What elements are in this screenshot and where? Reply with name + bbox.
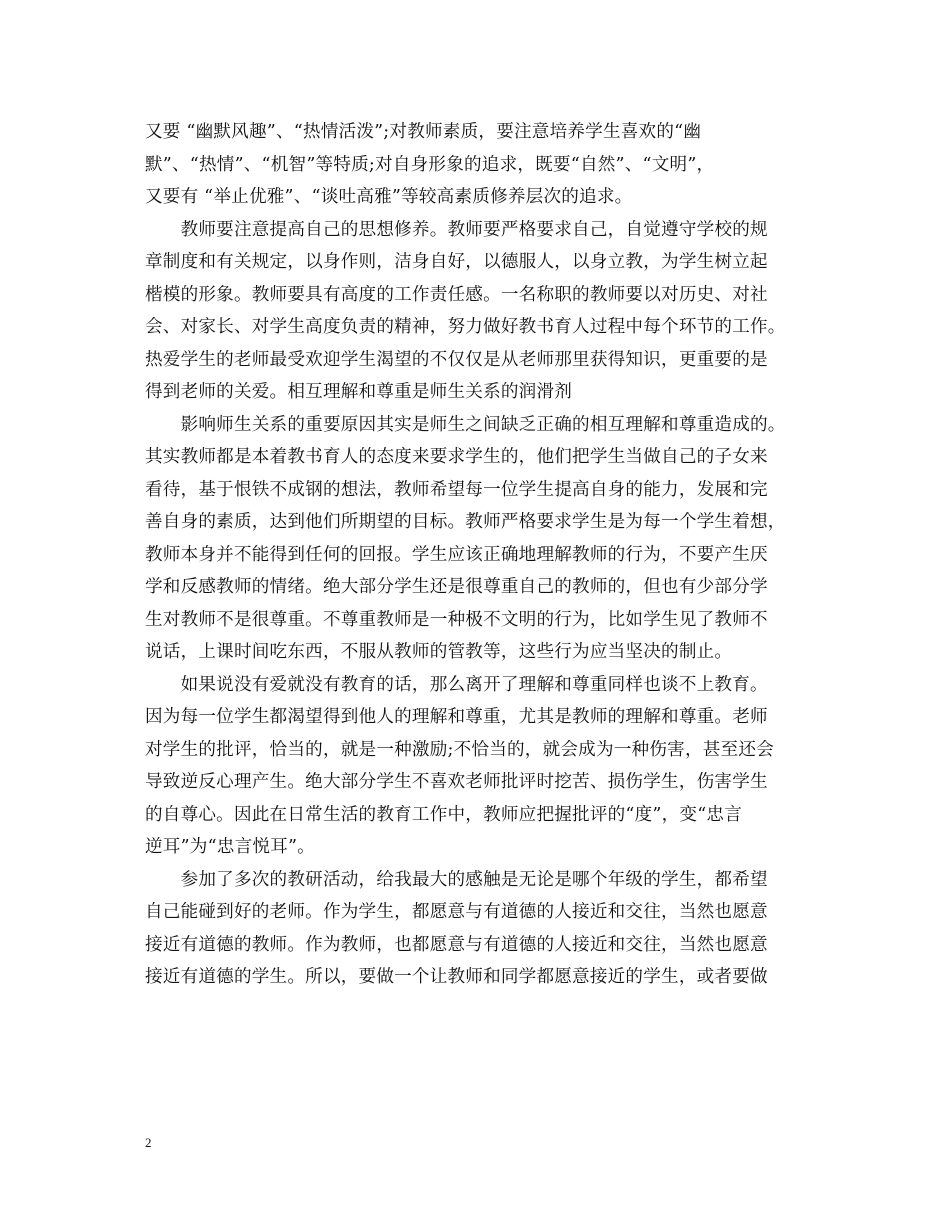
text-line: 热爱学生的老师最受欢迎学生渴望的不仅仅是从老师那里获得知识，更重要的是 [145,349,768,370]
text-line: 的自尊心。因此在日常生活的教育工作中，教师应把握批评的“度”，变“忠言 [145,804,742,825]
text-line: 教师本身并不能得到任何的回报。学生应该正确地理解教师的行为，不要产生厌 [145,544,768,565]
text-line: 如果说没有爱就没有教育的话，那么离开了理解和尊重同样也谈不上教育。 [145,674,768,695]
text-line: 看待，基于恨铁不成钢的想法，教师希望每一位学生提高自身的能力，发展和完 [145,479,768,500]
text-line: 影响师生关系的重要原因其实是师生之间缺乏正确的相互理解和尊重造成的。 [145,414,786,435]
paragraph-3 [145,409,821,669]
paragraph-4 [145,669,821,864]
paragraph-5 [145,864,821,994]
text-line: 自己能碰到好的老师。作为学生，都愿意与有道德的人接近和交往，当然也愿意 [145,902,768,922]
text-line: 接近有道德的学生。所以，要做一个让教师和同学都愿意接近的学生，或者要做 [145,967,768,987]
paragraph-1 [145,116,821,214]
paragraph-2 [145,214,821,409]
text-line: 善自身的素质，达到他们所期望的目标。教师严格要求学生是为每一个学生着想， [145,512,786,532]
text-line: 教师要注意提高自己的思想修养。教师要严格要求自己，自觉遵守学校的规 [145,219,768,240]
text-line: 章制度和有关规定，以身作则，洁身自好，以德服人，以身立教，为学生树立起 [145,252,768,272]
text-line: 接近有道德的教师。作为教师，也都愿意与有道德的人接近和交往，当然也愿意 [145,934,768,955]
text-line: 其实教师都是本着教书育人的态度来要求学生的，他们把学生当做自己的子女来 [145,447,768,467]
text-line: 又要有 “举止优雅”、“谈吐高雅”等较高素质修养层次的追求。 [145,187,633,207]
text-line: 楷模的形象。教师要具有高度的工作责任感。一名称职的教师要以对历史、对社 [145,284,768,305]
text-line: 会、对家长、对学生高度负责的精神，努力做好教书育人过程中每个环节的工作。 [145,317,786,337]
text-line: 默”、“热情”、“机智”等特质;对自身形象的追求，既要“自然”、“文明”， [145,154,715,175]
text-line: 学和反感教师的情绪。绝大部分学生还是很尊重自己的教师的，但也有少部分学 [145,577,768,597]
text-line: 逆耳”为“忠言悦耳”。 [145,837,315,857]
text-line: 得到老师的关爱。相互理解和尊重是师生关系的润滑剂 [145,382,573,402]
text-line: 又要 “幽默风趣”、“热情活泼”;对教师素质，要注意培养学生喜欢的“幽 [145,122,702,142]
text-line: 参加了多次的教研活动，给我最大的感触是无论是哪个年级的学生，都希望 [145,869,768,890]
text-line: 生对教师不是很尊重。不尊重教师是一种极不文明的行为，比如学生见了教师不 [145,609,768,630]
text-line: 对学生的批评，恰当的，就是一种激励;不恰当的，就会成为一种伤害，甚至还会 [145,739,774,760]
body-text [145,116,821,994]
text-line: 说话，上课时间吃东西，不服从教师的管教等，这些行为应当坚决的制止。 [145,642,733,662]
text-line: 因为每一位学生都渴望得到他人的理解和尊重，尤其是教师的理解和尊重。老师 [145,707,768,727]
text-line: 导致逆反心理产生。绝大部分学生不喜欢老师批评时挖苦、损伤学生，伤害学生 [145,772,768,792]
page-number: 2 [145,1135,152,1150]
